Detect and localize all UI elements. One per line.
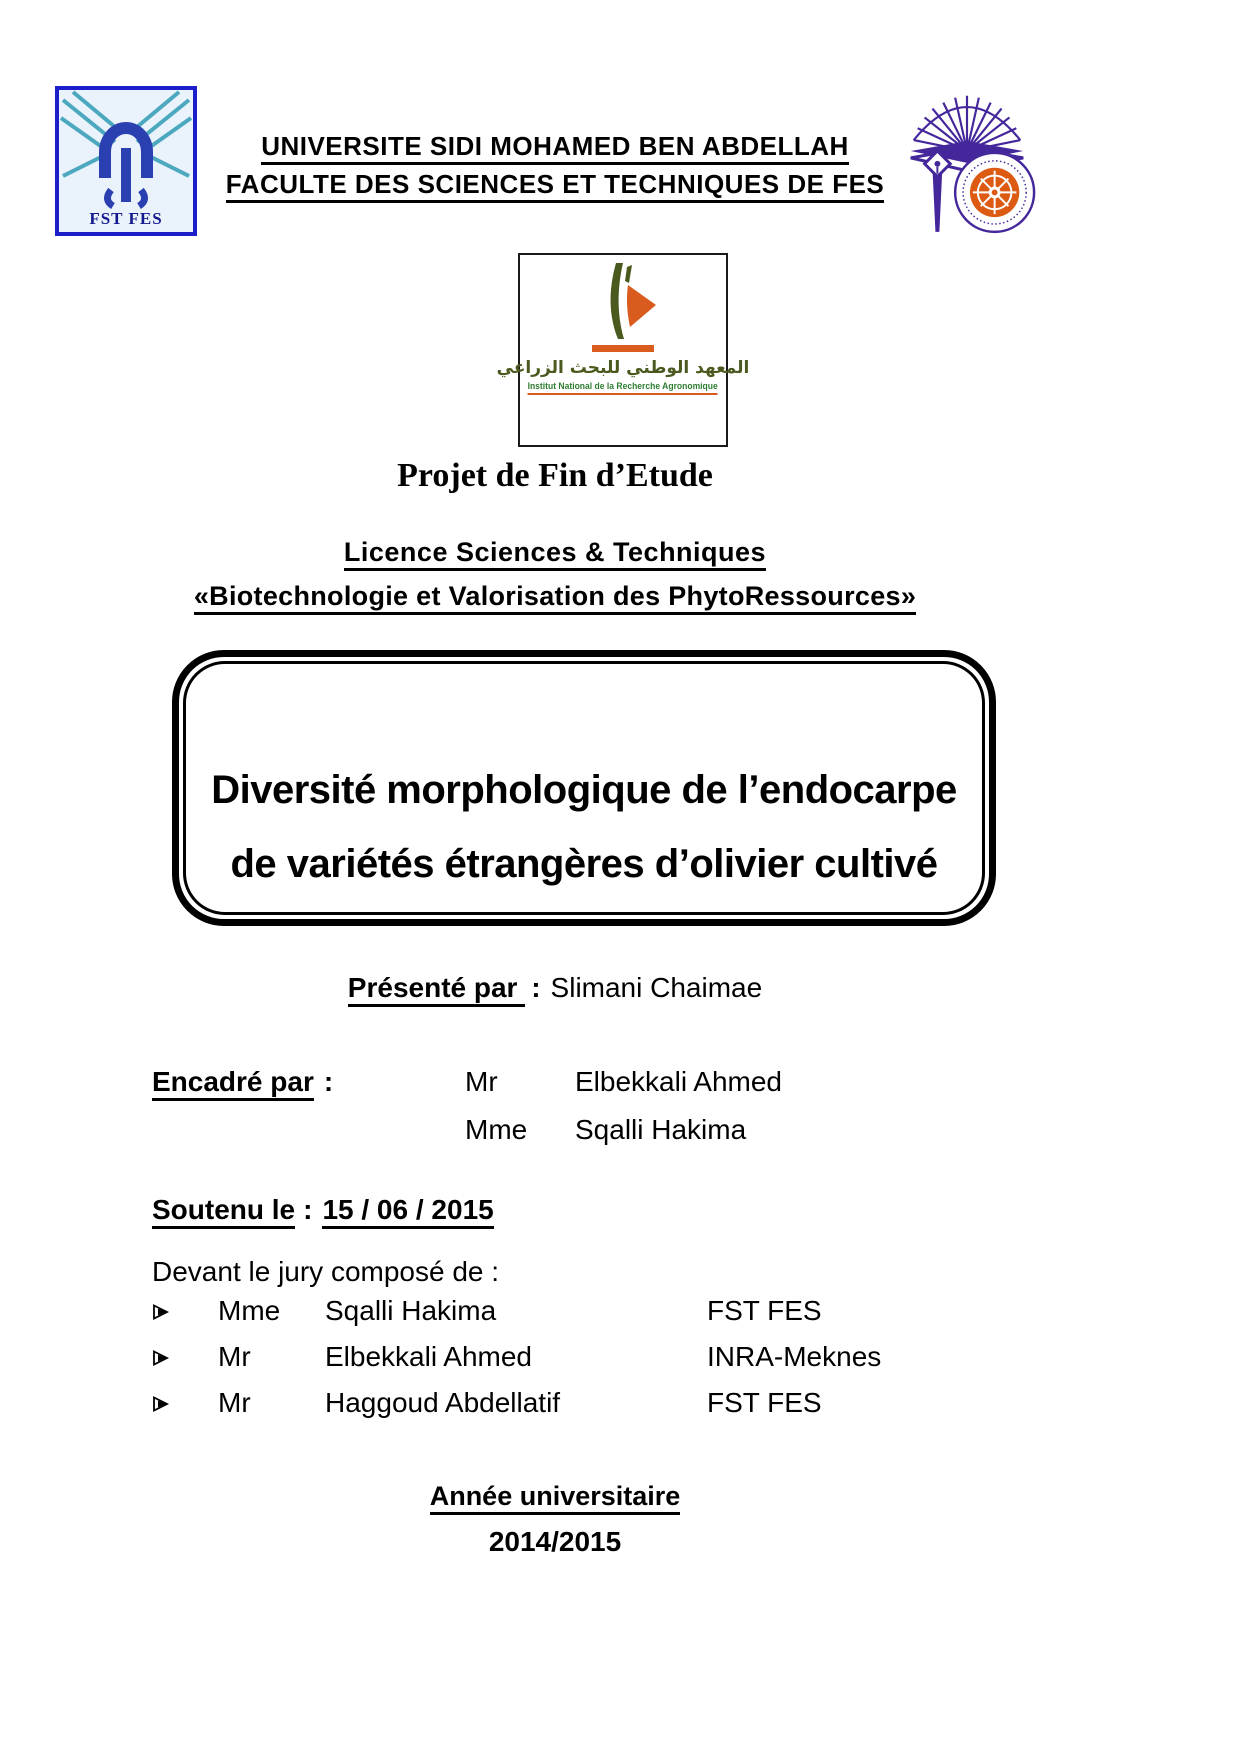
- inra-french-name: Institut National de la Recherche Agronomique: [528, 381, 718, 395]
- academic-year-label: Année universitaire: [430, 1481, 681, 1515]
- specialty-line: [150, 576, 960, 616]
- inra-logo: [496, 253, 750, 447]
- arrowhead-bullet-icon: [152, 1304, 174, 1320]
- jury-list: [152, 1288, 881, 1426]
- fst-fes-logo-text: FST FES: [89, 209, 163, 228]
- presented-by-name: Slimani Chaimae: [550, 972, 763, 1003]
- defense-date-line: [152, 1188, 494, 1232]
- document-type: Projet de Fin d’Etude: [397, 457, 713, 494]
- jury-member-affiliation: INRA-Meknes: [707, 1341, 882, 1372]
- jury-member-affiliation: FST FES: [707, 1387, 822, 1418]
- supervisor-title: Mr: [465, 1066, 498, 1097]
- jury-member-affiliation: FST FES: [707, 1295, 822, 1326]
- supervised-by-separator: :: [323, 1066, 334, 1097]
- supervisors-block: [152, 1058, 782, 1154]
- presented-by-separator: :: [531, 972, 541, 1003]
- inra-arabic-name: المعهد الوطني للبحث الزراعي: [496, 358, 750, 378]
- faculty-name: FACULTE DES SCIENCES ET TECHNIQUES DE FES: [226, 169, 885, 203]
- supervisor-title: Mme: [465, 1114, 528, 1145]
- thesis-title-line2: de variétés étrangères d’olivier cultivé: [230, 842, 938, 886]
- specialty-text: «Biotechnologie et Valorisation des PhytoRessources»: [194, 581, 916, 615]
- jury-member-name: Elbekkali Ahmed: [325, 1341, 533, 1372]
- defense-date-value: 15 / 06 / 2015: [322, 1194, 493, 1229]
- degree-text: Licence Sciences & Techniques: [344, 537, 766, 571]
- title-box-inner: [183, 661, 985, 915]
- arrowhead-bullet-icon: [152, 1396, 174, 1412]
- supervised-by-label: Encadré par: [152, 1066, 314, 1101]
- jury-heading: Devant le jury composé de :: [152, 1256, 500, 1287]
- thesis-title-line1: Diversité morphologique de l’endocarpe: [211, 768, 957, 812]
- supervisor-name: Elbekkali Ahmed: [575, 1066, 783, 1097]
- jury-member-title: Mme: [218, 1295, 281, 1326]
- presented-by-line: [150, 968, 960, 1008]
- academic-year-value: 2014/2015: [488, 1526, 622, 1557]
- jury-member-name: Sqalli Hakima: [325, 1295, 497, 1326]
- jury-row-bullet: [152, 1334, 218, 1380]
- jury-row-bullet: [152, 1380, 218, 1426]
- jury-member-name: Haggoud Abdellatif: [325, 1387, 561, 1418]
- supervisor-name: Sqalli Hakima: [575, 1114, 747, 1145]
- thesis-title: [186, 753, 982, 901]
- university-name: UNIVERSITE SIDI MOHAMED BEN ABDELLAH: [261, 131, 849, 165]
- presented-by-label: Présenté par: [348, 972, 518, 1007]
- inra-logo-icon: [578, 261, 668, 343]
- jury-member-title: Mr: [218, 1341, 251, 1372]
- arrowhead-bullet-icon: [152, 1350, 174, 1366]
- jury-row-bullet: [152, 1288, 218, 1334]
- usmba-emblem: [893, 60, 1041, 238]
- inra-logo-bar: [592, 345, 654, 352]
- usmba-emblem-icon: [893, 60, 1041, 238]
- academic-year-label-line: [150, 1476, 960, 1516]
- university-header: [150, 127, 960, 203]
- defense-date-label: Soutenu le: [152, 1194, 295, 1229]
- degree-line: [150, 532, 960, 572]
- jury-member-title: Mr: [218, 1387, 251, 1418]
- defense-date-separator: :: [303, 1194, 313, 1225]
- title-box: [172, 650, 996, 926]
